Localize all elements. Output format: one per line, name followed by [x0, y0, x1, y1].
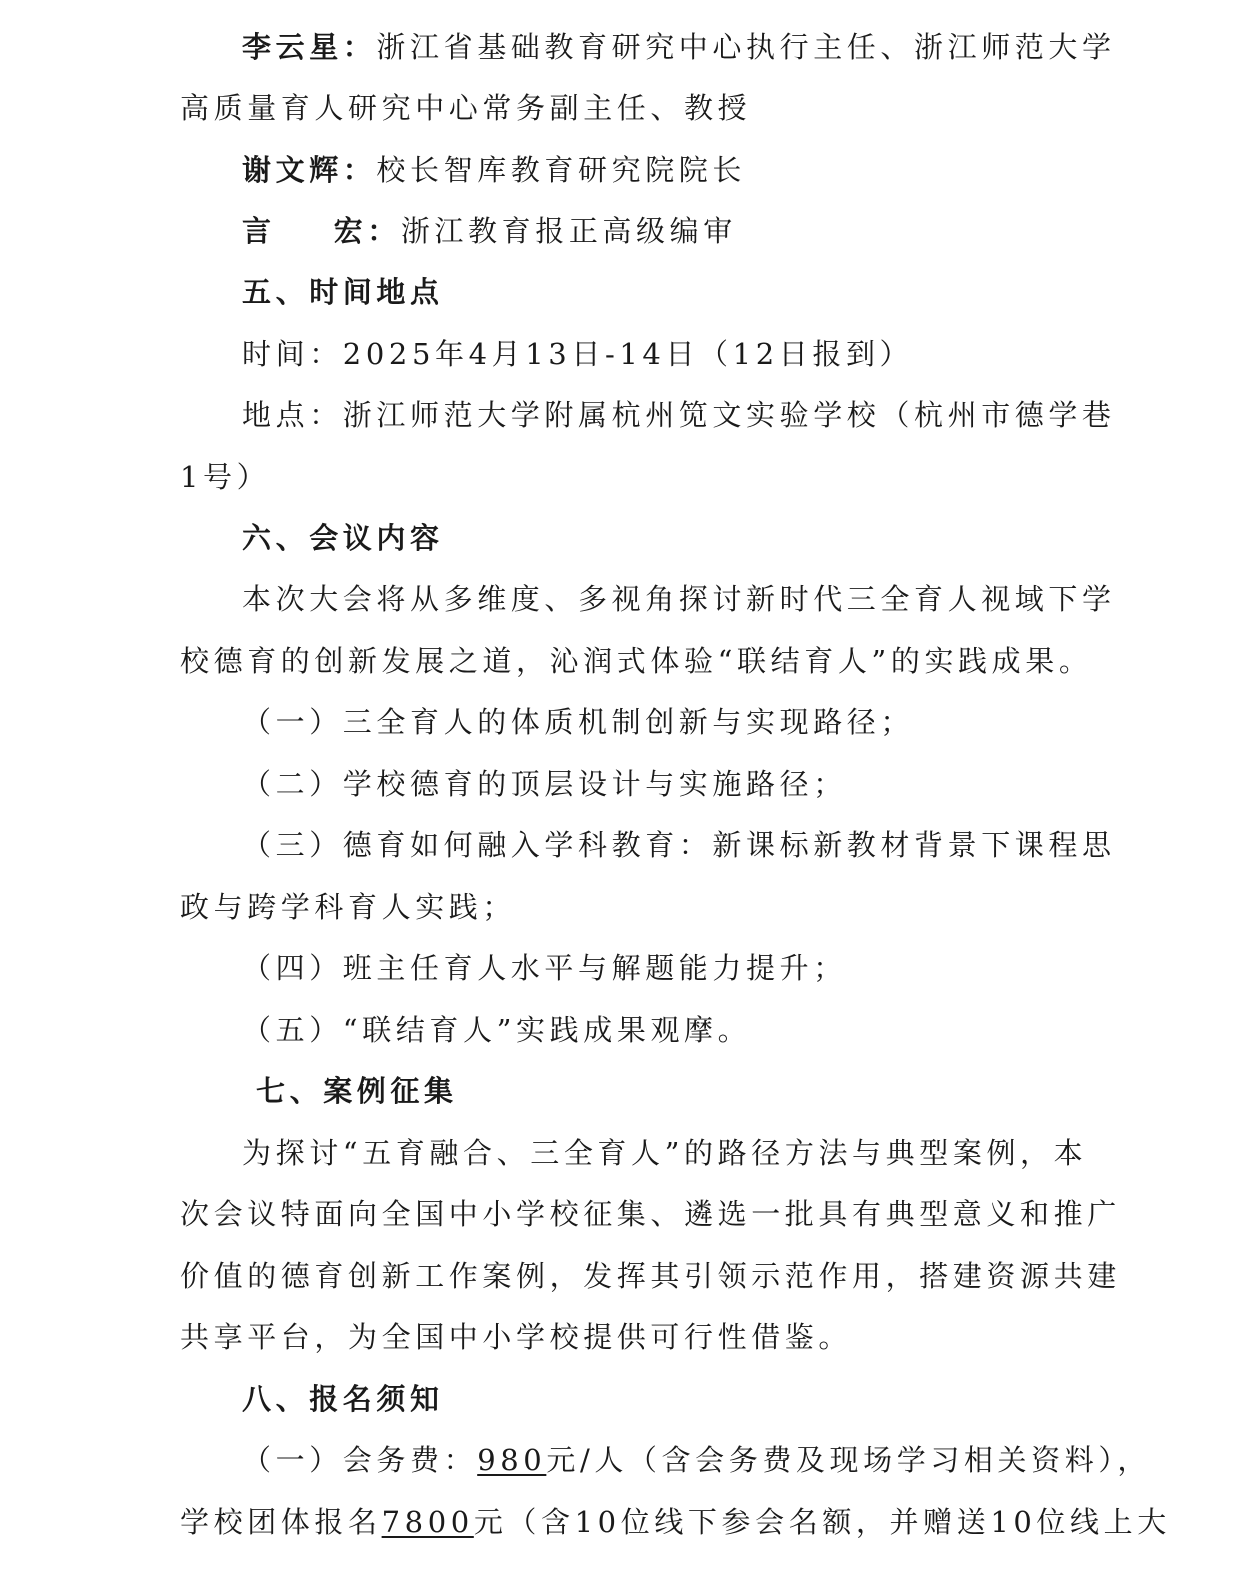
case-paragraph-line: 共享平台，为全国中小学校提供可行性借鉴。 [180, 1320, 853, 1354]
case-paragraph-line: 价值的德育创新工作案例，发挥其引领示范作用，搭建资源共建 [180, 1259, 1121, 1293]
person-desc: 浙江省基础教育研究中心执行主任、浙江师范大学 [376, 30, 1116, 64]
group-fee-amount: 7800 [381, 1505, 474, 1539]
content-item-2: （二）学校德育的顶层设计与实施路径； [242, 767, 847, 801]
person-name-first: 言 [242, 214, 276, 248]
group-fee-label: 学校团体报名 [180, 1505, 382, 1539]
content-item-5: （五）“联结育人”实践成果观摩。 [242, 1013, 752, 1047]
content-item-3-continued: 政与跨学科育人实践； [180, 890, 517, 924]
fee-line [242, 1440, 1151, 1480]
section-heading-content: 六、会议内容 [242, 521, 444, 555]
content-item-4: （四）班主任育人水平与解题能力提升； [242, 951, 847, 985]
person-desc: 校长智库教育研究院院长 [376, 153, 747, 187]
place-text: 地点：浙江师范大学附属杭州笕文实验学校（杭州市德学巷 [242, 398, 1116, 432]
case-paragraph-line: 为探讨“五育融合、三全育人”的路径方法与典型案例，本 [242, 1136, 1088, 1170]
section-heading-time-place: 五、时间地点 [242, 275, 444, 309]
fee-label: （一）会务费： [242, 1443, 478, 1477]
person-yan-hong [242, 211, 737, 251]
time-text: 时间：2025年4月13日-14日（12日报到） [242, 337, 914, 371]
group-fee-note: 元（含10位线下参会名额，并赠送10位线上大 [473, 1505, 1171, 1539]
person-desc-continued: 高质量育人研究中心常务副主任、教授 [180, 91, 752, 125]
person-name: 谢文辉： [242, 153, 377, 187]
place-text-continued: 1号） [180, 460, 271, 494]
content-intro-continued: 校德育的创新发展之道，沁润式体验“联结育人”的实践成果。 [180, 644, 1093, 678]
person-desc: 浙江教育报正高级编审 [400, 214, 737, 248]
fee-amount: 980 [477, 1443, 547, 1477]
fee-note: 元/人（含会务费及现场学习相关资料）， [546, 1443, 1152, 1477]
person-xie-wenhui [242, 150, 746, 190]
content-item-3: （三）德育如何融入学科教育：新课标新教材背景下课程思 [242, 828, 1116, 862]
group-fee-line [180, 1502, 1171, 1542]
section-heading-case-collection: 七、案例征集 [256, 1074, 458, 1108]
content-intro: 本次大会将从多维度、多视角探讨新时代三全育人视域下学 [242, 582, 1116, 616]
person-name-second: 宏： [333, 214, 401, 248]
person-li-yunxing [242, 27, 1116, 67]
case-paragraph-line: 次会议特面向全国中小学校征集、遴选一批具有典型意义和推广 [180, 1197, 1121, 1231]
content-item-1: （一）三全育人的体质机制创新与实现路径； [242, 705, 915, 739]
section-heading-registration: 八、报名须知 [242, 1382, 444, 1416]
person-name: 李云星： [242, 30, 377, 64]
